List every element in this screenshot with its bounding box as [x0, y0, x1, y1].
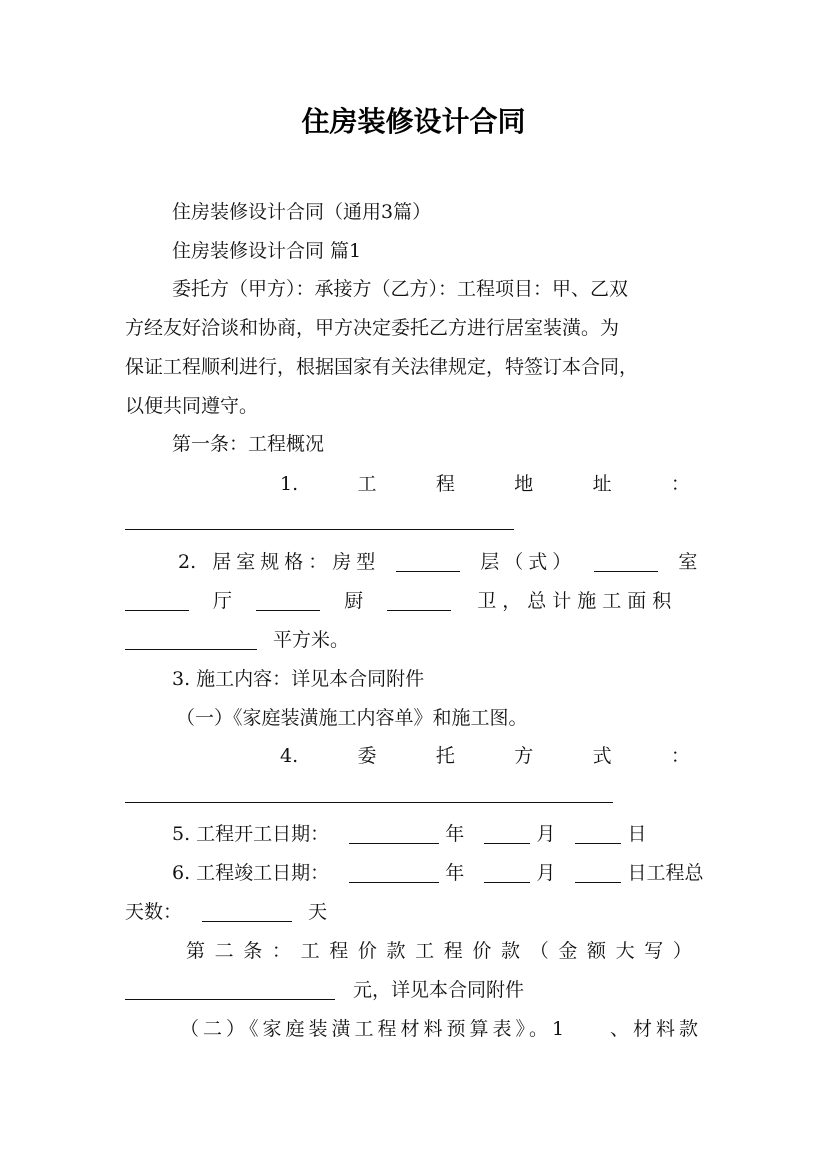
- construction-content-line: 3. 施工内容：详见本合同附件: [172, 668, 425, 690]
- document-title: 住房装修设计合同: [301, 105, 526, 138]
- section-heading: 住房装修设计合同 篇1: [172, 240, 362, 262]
- total-days-line: 天数： 天: [125, 901, 328, 923]
- blank-field: [575, 860, 621, 883]
- blank-field: [125, 627, 257, 650]
- paragraph-line: 保证工程顺利进行，根据国家有关法律规定，特签订本合同，: [125, 356, 639, 378]
- blank-field: [594, 549, 658, 572]
- blank-field: [349, 821, 439, 844]
- material-line: （二）《家庭装潢工程材料预算表》。1 、材料款: [180, 1018, 702, 1040]
- entrust-line: 4. 委 托 方 式 ：: [280, 745, 690, 767]
- blank-field: [125, 588, 189, 611]
- blank-field: [349, 860, 439, 883]
- blank-field: [396, 549, 460, 572]
- article-heading: 第一条：工程概况: [172, 433, 325, 455]
- blank-field: [484, 821, 530, 844]
- blank-field: [125, 977, 335, 1000]
- paragraph-line: 方经友好洽谈和协商，甲方决定委托乙方进行居室装潢。为: [125, 317, 620, 339]
- room-spec-line: 厅 厨 卫，总计施工面积: [125, 582, 702, 621]
- blank-field: [202, 899, 292, 922]
- blank-field: [575, 821, 621, 844]
- end-date-line: 6. 工程竣工日期： 年 月 日工程总: [172, 862, 704, 884]
- entrust-blank: [125, 802, 613, 803]
- area-line: 平方米。: [125, 621, 702, 660]
- attachment-line: （一）《家庭装潢施工内容单》和施工图。: [176, 707, 528, 729]
- blank-field: [387, 588, 451, 611]
- blank-field: [484, 860, 530, 883]
- subtitle-line: 住房装修设计合同（通用3篇）: [172, 201, 432, 223]
- room-spec-line: 2. 居室规格：房型 层（式） 室: [178, 551, 698, 573]
- amount-line: 元，详见本合同附件: [125, 971, 702, 1010]
- start-date-line: 5. 工程开工日期： 年 月 日: [172, 823, 647, 845]
- blank-field: [256, 588, 320, 611]
- paragraph-line: 委托方（甲方）：承接方（乙方）：工程项目：甲、乙双: [172, 278, 629, 300]
- address-blank: [125, 529, 514, 530]
- address-line: 1. 工 程 地 址 ：: [280, 473, 690, 495]
- paragraph-line: 以便共同遵守。: [125, 395, 259, 417]
- article-two-line: 第 二 条 ： 工 程 价 款 工 程 价 款 （ 金 额 大 写 ）: [186, 940, 692, 962]
